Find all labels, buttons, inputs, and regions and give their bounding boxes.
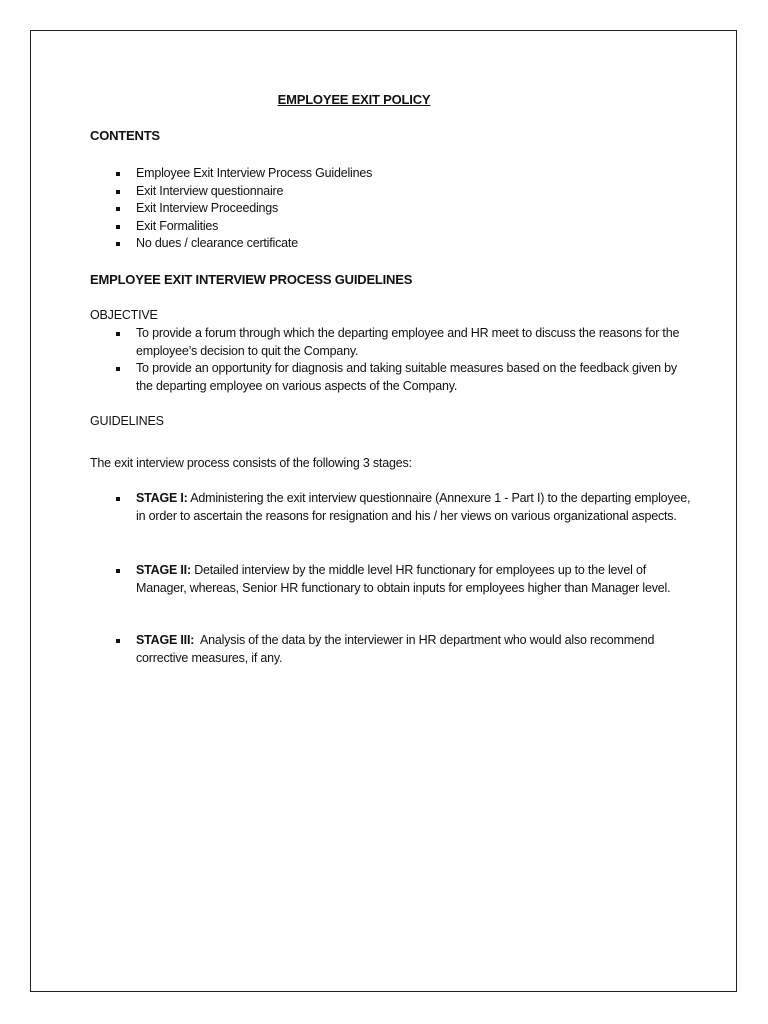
stage-text: Administering the exit interview questionnaire (Annexure 1 - Part I) to the departing employee, in order to ascertain the reasons for resignation and his / her views on various organizational aspects.: [136, 491, 691, 523]
objective-item: To provide an opportunity for diagnosis and taking suitable measures based on the feedback given by the departing employee on various aspects of the Company.: [114, 360, 694, 395]
objective-item: To provide a forum through which the departing employee and HR meet to discuss the reasons for the employee’s decision to quit the Company.: [114, 325, 694, 360]
stage-item: [114, 490, 694, 525]
stage-1-list: [114, 490, 694, 525]
objective-list: [114, 325, 694, 395]
contents-item: Exit Interview questionnaire: [114, 183, 714, 201]
contents-item: Exit Formalities: [114, 218, 714, 236]
stages-intro-text: The exit interview process consists of the following 3 stages:: [90, 456, 412, 470]
section-heading: EMPLOYEE EXIT INTERVIEW PROCESS GUIDELINES: [90, 272, 413, 287]
stage-name: STAGE II:: [136, 563, 191, 577]
contents-heading: CONTENTS: [90, 128, 160, 143]
contents-list: [114, 165, 714, 253]
stage-text: Analysis of the data by the interviewer in HR department who would also recommend corrective measures, if any.: [136, 633, 658, 665]
stage-item: [114, 562, 694, 597]
contents-item: Employee Exit Interview Process Guidelines: [114, 165, 714, 183]
stage-name: STAGE I:: [136, 491, 188, 505]
stage-text: Detailed interview by the middle level HR functionary for employees up to the level of Manager, whereas, Senior HR functionary to obtain inputs for employees higher than Manager level.: [136, 563, 671, 595]
stage-2-list: [114, 562, 694, 597]
guidelines-label: GUIDELINES: [90, 414, 164, 428]
stage-item: [114, 632, 694, 667]
contents-item: Exit Interview Proceedings: [114, 200, 714, 218]
objective-label: OBJECTIVE: [90, 308, 158, 322]
contents-item: No dues / clearance certificate: [114, 235, 714, 253]
stage-name: STAGE III:: [136, 633, 195, 647]
document-title: EMPLOYEE EXIT POLICY: [277, 92, 431, 107]
stage-3-list: [114, 632, 694, 667]
